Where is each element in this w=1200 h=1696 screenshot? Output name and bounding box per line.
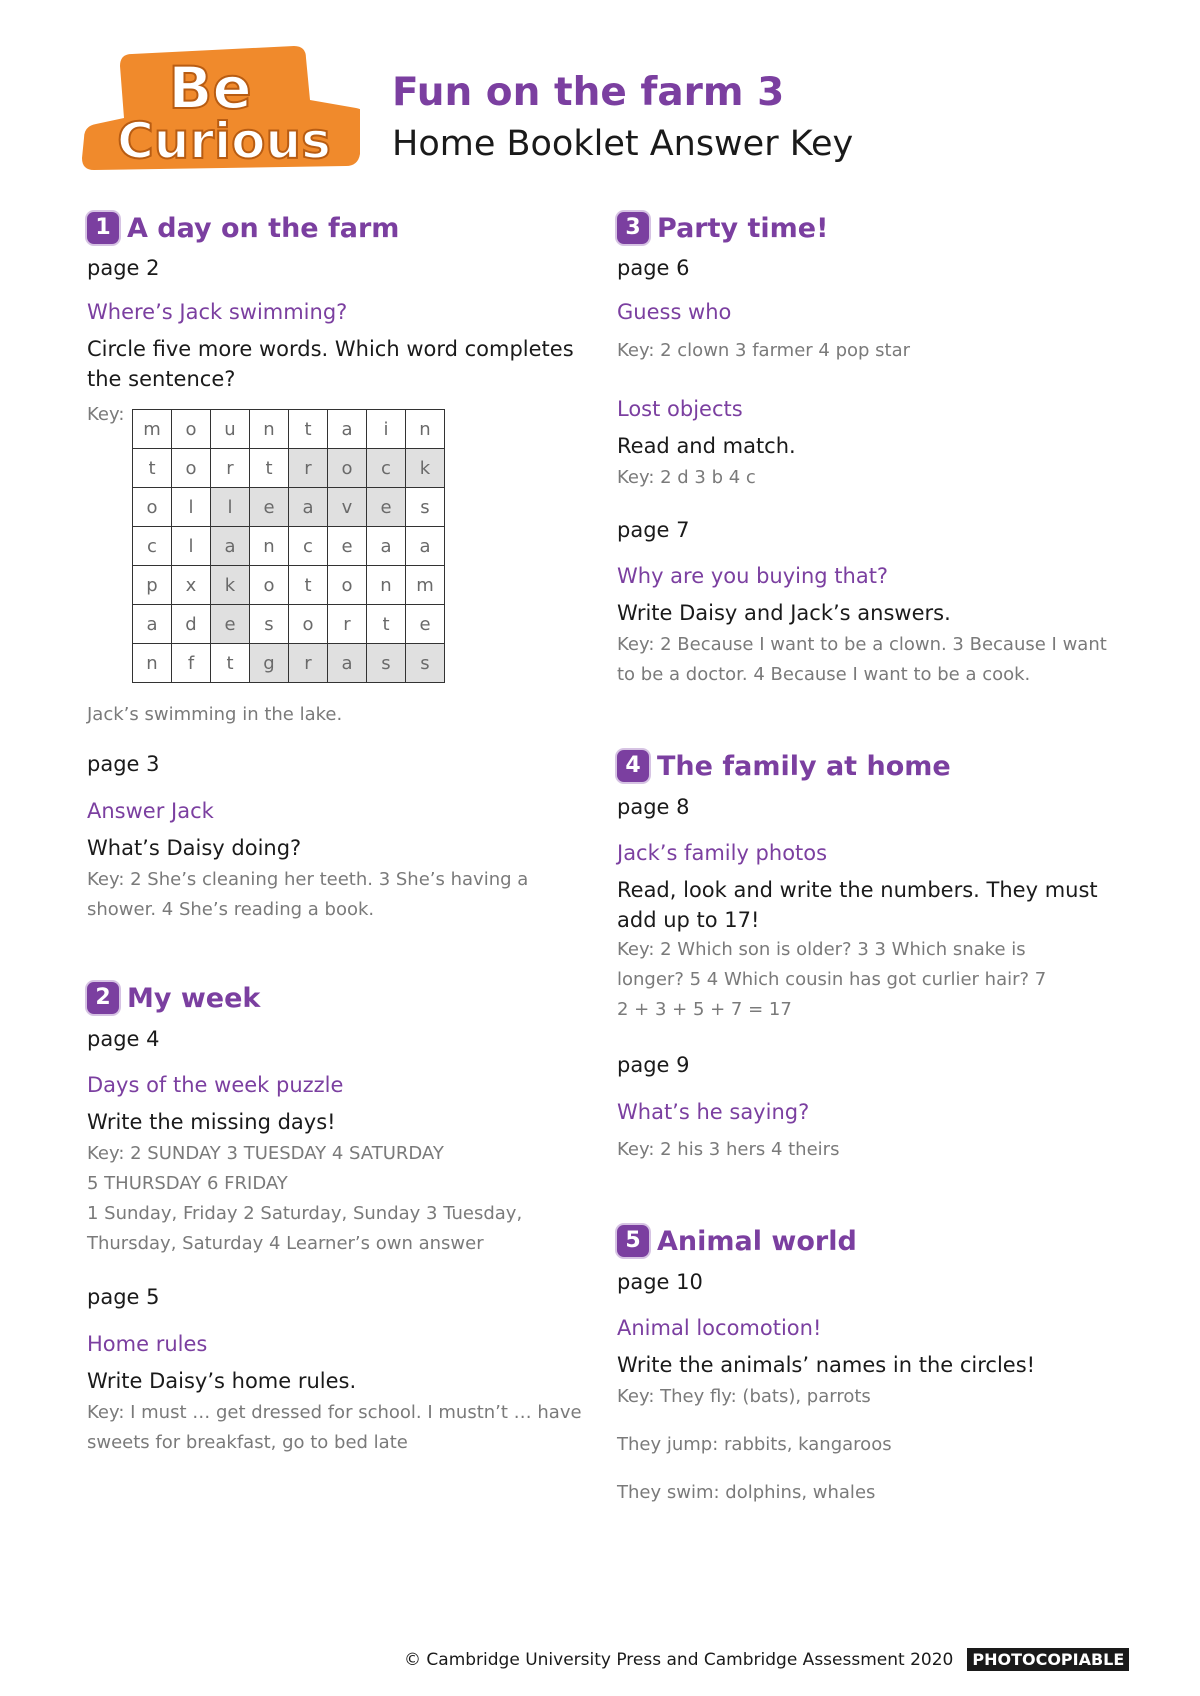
grid-cell: k [406, 449, 445, 488]
photocopiable-badge: PHOTOCOPIABLE [967, 1648, 1129, 1671]
grid-cell: s [367, 644, 406, 683]
section-number-badge: 1 [87, 212, 119, 244]
activity-instruction: Read and match. [617, 434, 796, 458]
grid-cell: n [406, 410, 445, 449]
answer-key: Key: 2 SUNDAY 3 TUESDAY 4 SATURDAY [87, 1143, 444, 1164]
grid-cell: e [328, 527, 367, 566]
grid-cell: t [367, 605, 406, 644]
page-subtitle: Home Booklet Answer Key [392, 124, 854, 164]
footer [404, 1648, 1129, 1671]
section-number-badge: 2 [87, 982, 119, 1014]
grid-cell: a [289, 488, 328, 527]
grid-row [133, 566, 445, 605]
activity-title: Lost objects [617, 397, 743, 421]
page-label: page 8 [617, 795, 690, 819]
grid-cell: e [211, 605, 250, 644]
page-label: page 5 [87, 1285, 160, 1309]
logo-word-curious: Curious [117, 112, 331, 170]
word-search-grid [132, 409, 445, 683]
activity-title: Guess who [617, 300, 732, 324]
activity-instruction: Write the missing days! [87, 1110, 336, 1134]
grid-cell: o [250, 566, 289, 605]
section-3-heading [617, 212, 828, 244]
activity-instruction: Circle five more words. Which word completes the sentence? [87, 337, 574, 391]
grid-cell: o [172, 410, 211, 449]
answer-key: Key: 2 his 3 hers 4 theirs [617, 1139, 840, 1160]
grid-cell: o [289, 605, 328, 644]
answer-key: They jump: rabbits, kangaroos [617, 1434, 892, 1455]
grid-row [133, 410, 445, 449]
grid-cell: a [367, 527, 406, 566]
grid-cell: r [211, 449, 250, 488]
answer-key: Key: 2 clown 3 farmer 4 pop star [617, 340, 911, 361]
answer-key: Key: They fly: (bats), parrots [617, 1386, 871, 1407]
grid-cell: m [133, 410, 172, 449]
grid-cell: x [172, 566, 211, 605]
page-label: page 10 [617, 1270, 703, 1294]
answer-key: Key: 2 Which son is older? 3 3 Which snake is longer? 5 4 Which cousin has got curlier hair? 7 [617, 939, 1047, 990]
activity-instruction: Read, look and write the numbers. They must add up to 17! [617, 878, 1098, 932]
grid-cell: a [328, 410, 367, 449]
grid-cell: k [211, 566, 250, 605]
section-5-heading [617, 1225, 857, 1257]
grid-cell: e [250, 488, 289, 527]
grid-cell: a [328, 644, 367, 683]
grid-cell: o [328, 449, 367, 488]
grid-row [133, 527, 445, 566]
page-label: page 4 [87, 1027, 160, 1051]
section-4-heading [617, 750, 951, 782]
grid-cell: t [133, 449, 172, 488]
page-label: page 7 [617, 518, 690, 542]
grid-cell: n [250, 410, 289, 449]
activity-title: Why are you buying that? [617, 564, 889, 588]
page-label: page 3 [87, 752, 160, 776]
grid-cell: r [328, 605, 367, 644]
answer-key: Key: 2 Because I want to be a clown. 3 Because I want to be a doctor. 4 Because I want to be a cook. [617, 634, 1107, 685]
key-label: Key: [87, 404, 125, 425]
page-title: Fun on the farm 3 [392, 70, 785, 115]
answer-sum: 2 + 3 + 5 + 7 = 17 [617, 999, 792, 1020]
section-number-badge: 5 [617, 1225, 649, 1257]
section-number-badge: 3 [617, 212, 649, 244]
activity-title: Answer Jack [87, 799, 214, 823]
grid-cell: o [328, 566, 367, 605]
grid-row [133, 644, 445, 683]
grid-cell: c [289, 527, 328, 566]
section-number-badge: 4 [617, 750, 649, 782]
section-title: Party time! [657, 212, 829, 244]
grid-cell: o [172, 449, 211, 488]
section-2-heading [87, 982, 260, 1014]
be-curious-logo [80, 42, 360, 172]
grid-cell: e [367, 488, 406, 527]
grid-row [133, 605, 445, 644]
activity-title: Home rules [87, 1332, 208, 1356]
grid-cell: t [289, 410, 328, 449]
copyright-text: © Cambridge University Press and Cambridge Assessment 2020 [404, 1649, 954, 1670]
grid-cell: t [211, 644, 250, 683]
grid-cell: l [172, 488, 211, 527]
answer-key: 1 Sunday, Friday 2 Saturday, Sunday 3 Tuesday, Thursday, Saturday 4 Learner’s own answer [87, 1203, 523, 1254]
grid-cell: t [250, 449, 289, 488]
grid-cell: l [211, 488, 250, 527]
grid-cell: r [289, 449, 328, 488]
grid-cell: v [328, 488, 367, 527]
grid-row [133, 449, 445, 488]
grid-cell: g [250, 644, 289, 683]
answer-key: 5 THURSDAY 6 FRIDAY [87, 1173, 288, 1194]
page-label: page 2 [87, 256, 160, 280]
grid-cell: t [289, 566, 328, 605]
grid-cell: r [289, 644, 328, 683]
grid-cell: e [406, 605, 445, 644]
activity-title: Jack’s family photos [617, 841, 828, 865]
grid-cell: s [406, 644, 445, 683]
grid-cell: o [133, 488, 172, 527]
grid-cell: i [367, 410, 406, 449]
grid-cell: n [367, 566, 406, 605]
section-title: The family at home [657, 750, 951, 782]
answer-key: Key: 2 d 3 b 4 c [617, 467, 756, 488]
grid-cell: a [211, 527, 250, 566]
answer-key: Key: I must … get dressed for school. I mustn’t … have sweets for breakfast, go to bed late [87, 1402, 582, 1453]
section-title: My week [127, 982, 261, 1014]
grid-cell: d [172, 605, 211, 644]
answer-key: They swim: dolphins, whales [617, 1482, 876, 1503]
grid-cell: p [133, 566, 172, 605]
grid-cell: m [406, 566, 445, 605]
activity-instruction: Write Daisy and Jack’s answers. [617, 601, 951, 625]
section-1-heading [87, 212, 399, 244]
grid-answer: Jack’s swimming in the lake. [87, 704, 343, 725]
section-title: A day on the farm [127, 212, 400, 244]
activity-title: Days of the week puzzle [87, 1073, 344, 1097]
grid-cell: a [406, 527, 445, 566]
grid-cell: s [250, 605, 289, 644]
grid-cell: c [133, 527, 172, 566]
grid-cell: f [172, 644, 211, 683]
answer-key: Key: 2 She’s cleaning her teeth. 3 She’s having a shower. 4 She’s reading a book. [87, 869, 529, 920]
page-label: page 6 [617, 256, 690, 280]
grid-cell: u [211, 410, 250, 449]
grid-cell: n [133, 644, 172, 683]
activity-instruction: Write the animals’ names in the circles! [617, 1353, 1036, 1377]
grid-cell: c [367, 449, 406, 488]
activity-instruction: What’s Daisy doing? [87, 836, 302, 860]
grid-cell: l [172, 527, 211, 566]
logo-word-be: Be [168, 54, 252, 122]
section-title: Animal world [657, 1225, 857, 1257]
grid-cell: s [406, 488, 445, 527]
activity-title: What’s he saying? [617, 1100, 810, 1124]
activity-title: Where’s Jack swimming? [87, 300, 348, 324]
page-label: page 9 [617, 1053, 690, 1077]
activity-title: Animal locomotion! [617, 1316, 822, 1340]
grid-cell: a [133, 605, 172, 644]
activity-instruction: Write Daisy’s home rules. [87, 1369, 357, 1393]
grid-row [133, 488, 445, 527]
grid-cell: n [250, 527, 289, 566]
